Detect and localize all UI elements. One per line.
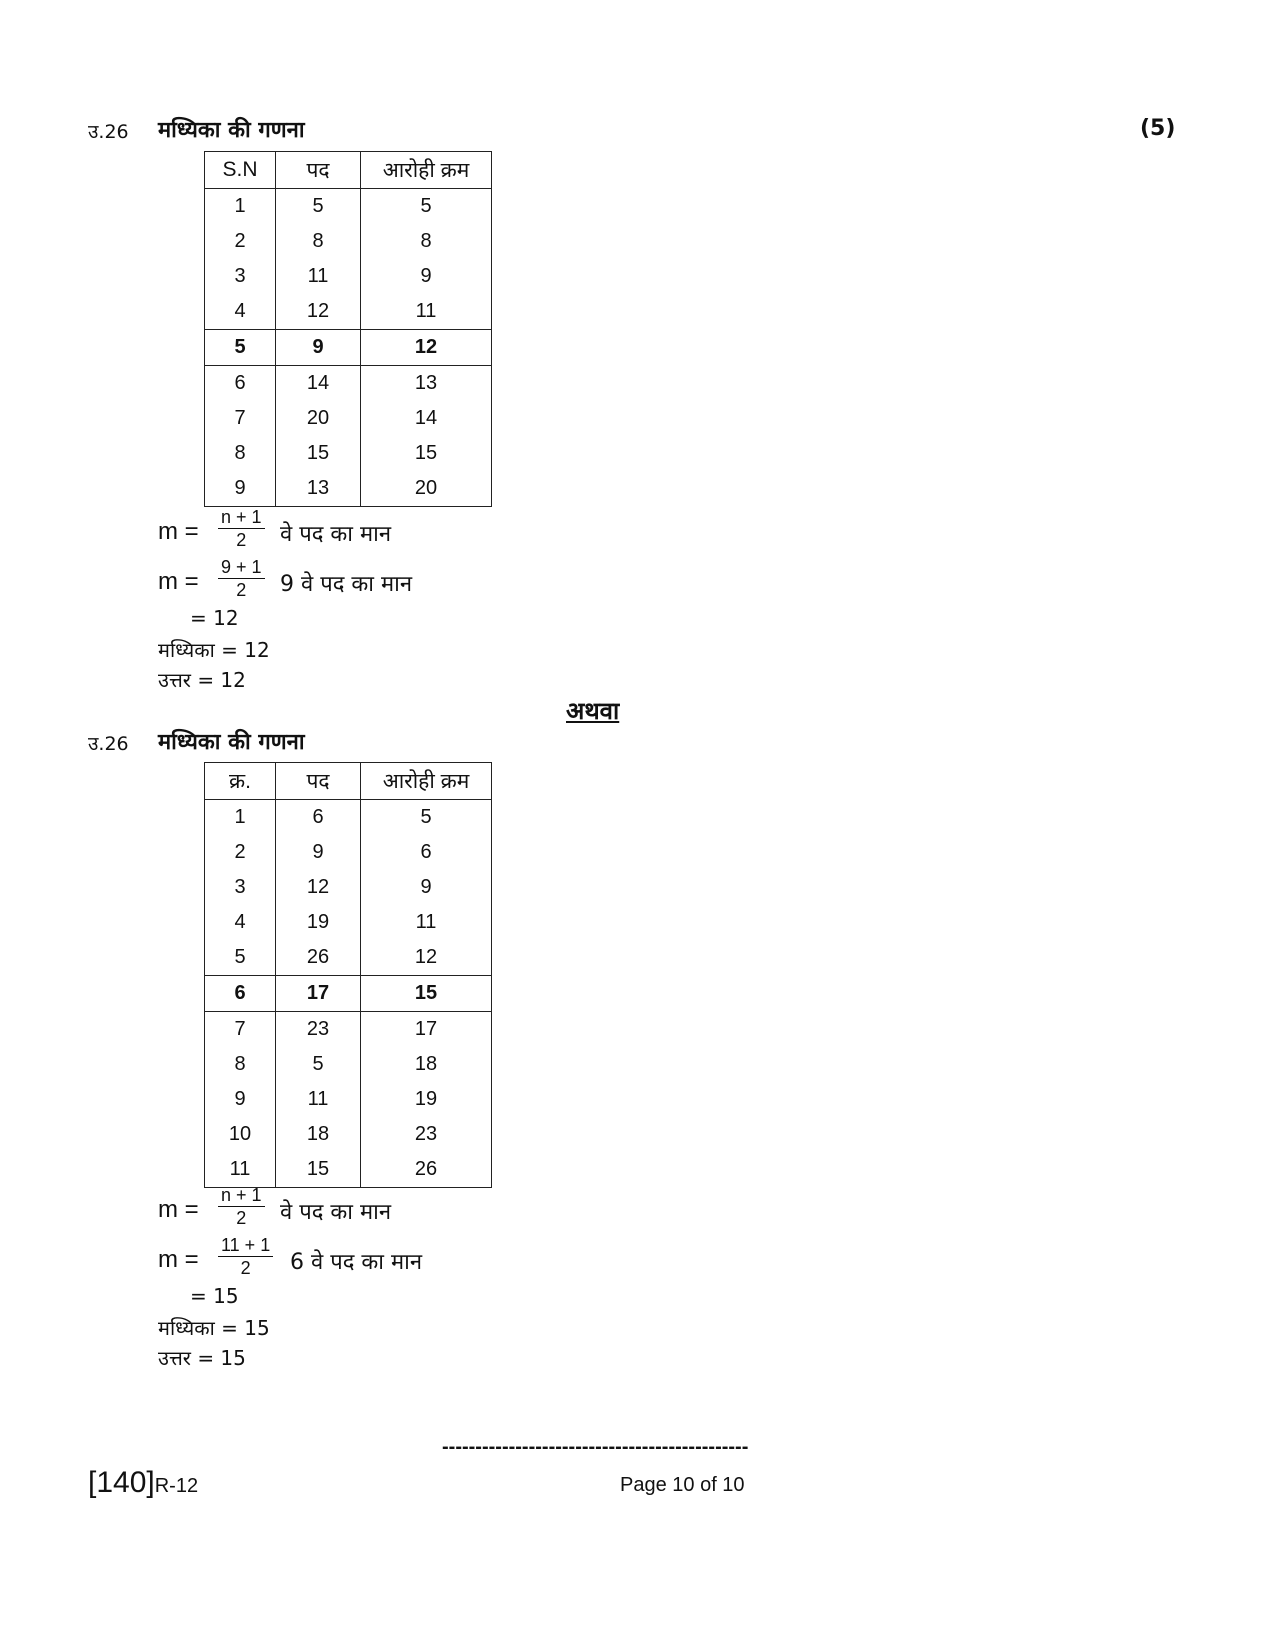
table-cell: 5 bbox=[276, 189, 361, 225]
table-cell: 8 bbox=[205, 436, 276, 471]
table-cell: 8 bbox=[276, 224, 361, 259]
table-cell: 11 bbox=[361, 294, 492, 330]
table-cell: 2 bbox=[205, 835, 276, 870]
median-line: मध्यिका = 15 bbox=[158, 1316, 270, 1340]
table-cell: 9 bbox=[361, 870, 492, 905]
table-cell: 15 bbox=[361, 976, 492, 1012]
table-cell: 17 bbox=[276, 976, 361, 1012]
table-row bbox=[205, 224, 492, 259]
answer-line: उत्तर = 15 bbox=[158, 1346, 246, 1370]
table-row bbox=[205, 1082, 492, 1117]
table-cell: 14 bbox=[276, 366, 361, 402]
table-row bbox=[205, 259, 492, 294]
result-line: = 15 bbox=[190, 1284, 239, 1308]
table-cell: 1 bbox=[205, 800, 276, 836]
page-number: Page 10 of 10 bbox=[620, 1474, 745, 1496]
table-cell: 19 bbox=[361, 1082, 492, 1117]
column-header: पद bbox=[276, 763, 361, 800]
table-row bbox=[205, 1152, 492, 1188]
table-cell: 3 bbox=[205, 259, 276, 294]
table-cell: 7 bbox=[205, 401, 276, 436]
footer-divider: ---------------------------------------------- bbox=[442, 1436, 749, 1458]
formula2-lhs: m = bbox=[158, 1246, 199, 1273]
table-cell: 13 bbox=[361, 366, 492, 402]
table-cell: 20 bbox=[361, 471, 492, 507]
question-number: उ.26 bbox=[88, 733, 129, 755]
table-row bbox=[205, 294, 492, 330]
table-cell: 19 bbox=[276, 905, 361, 940]
formula-text: वे पद का मान bbox=[280, 522, 392, 547]
table-cell: 5 bbox=[361, 189, 492, 225]
table-row bbox=[205, 1047, 492, 1082]
table-cell: 6 bbox=[361, 835, 492, 870]
table-cell: 12 bbox=[276, 294, 361, 330]
table-cell: 12 bbox=[361, 940, 492, 976]
fraction-denominator: 2 bbox=[236, 1208, 247, 1228]
table-row bbox=[205, 870, 492, 905]
table-cell: 11 bbox=[276, 259, 361, 294]
table-cell: 15 bbox=[276, 436, 361, 471]
table-cell: 12 bbox=[276, 870, 361, 905]
table-cell: 13 bbox=[276, 471, 361, 507]
table-row bbox=[205, 940, 492, 976]
table-cell: 11 bbox=[276, 1082, 361, 1117]
paper-code bbox=[88, 1466, 198, 1500]
table-cell: 15 bbox=[361, 436, 492, 471]
table-cell: 3 bbox=[205, 870, 276, 905]
table-row bbox=[205, 189, 492, 225]
column-header: आरोही क्रम bbox=[361, 152, 492, 189]
median-table-2 bbox=[204, 762, 492, 1188]
formula-text: वे पद का मान bbox=[280, 1200, 392, 1225]
table-cell: 5 bbox=[205, 940, 276, 976]
column-header: S.N bbox=[205, 152, 276, 189]
fraction-denominator: 2 bbox=[236, 530, 247, 550]
table-cell: 5 bbox=[361, 800, 492, 836]
table-cell: 5 bbox=[276, 1047, 361, 1082]
table-cell: 23 bbox=[276, 1012, 361, 1048]
table-row bbox=[205, 800, 492, 836]
table-row bbox=[205, 436, 492, 471]
median-table-1 bbox=[204, 151, 492, 507]
table-cell: 1 bbox=[205, 189, 276, 225]
table-row bbox=[205, 366, 492, 402]
table-row bbox=[205, 1012, 492, 1048]
table-row bbox=[205, 471, 492, 507]
column-header: पद bbox=[276, 152, 361, 189]
table-cell: 9 bbox=[276, 330, 361, 366]
table-cell: 12 bbox=[361, 330, 492, 366]
table-cell: 8 bbox=[205, 1047, 276, 1082]
formula-lhs: m = bbox=[158, 1196, 199, 1223]
question-number: उ.26 bbox=[88, 121, 129, 143]
result-line: = 12 bbox=[190, 606, 239, 630]
table-cell: 10 bbox=[205, 1117, 276, 1152]
table-header-row bbox=[205, 152, 492, 189]
paper-code-number: [140] bbox=[88, 1466, 155, 1499]
table-cell: 8 bbox=[361, 224, 492, 259]
fraction-numerator: 11 + 1 bbox=[218, 1234, 273, 1257]
table-cell: 26 bbox=[361, 1152, 492, 1188]
answer-line: उत्तर = 12 bbox=[158, 668, 246, 692]
table-cell: 4 bbox=[205, 905, 276, 940]
table-cell: 7 bbox=[205, 1012, 276, 1048]
table-row bbox=[205, 401, 492, 436]
question-title: मध्यिका की गणना bbox=[158, 730, 305, 755]
column-header: क्र. bbox=[205, 763, 276, 800]
fraction-denominator: 2 bbox=[240, 1258, 251, 1278]
table-header-row bbox=[205, 763, 492, 800]
formula2-text: 9 वे पद का मान bbox=[280, 572, 413, 597]
formula-fraction bbox=[218, 506, 265, 551]
column-header: आरोही क्रम bbox=[361, 763, 492, 800]
table-cell: 11 bbox=[361, 905, 492, 940]
table-row bbox=[205, 976, 492, 1012]
formula2-fraction bbox=[218, 1234, 273, 1279]
median-line: मध्यिका = 12 bbox=[158, 638, 270, 662]
formula2-text: 6 वे पद का मान bbox=[290, 1250, 423, 1275]
fraction-numerator: n + 1 bbox=[218, 506, 265, 529]
fraction-numerator: n + 1 bbox=[218, 1184, 265, 1207]
table-cell: 9 bbox=[205, 471, 276, 507]
table-cell: 4 bbox=[205, 294, 276, 330]
formula2-fraction bbox=[218, 556, 265, 601]
table-cell: 9 bbox=[361, 259, 492, 294]
question-title: मध्यिका की गणना bbox=[158, 118, 305, 143]
table-cell: 9 bbox=[276, 835, 361, 870]
table-cell: 6 bbox=[276, 800, 361, 836]
table-cell: 14 bbox=[361, 401, 492, 436]
table-cell: 23 bbox=[361, 1117, 492, 1152]
formula2-lhs: m = bbox=[158, 568, 199, 595]
table-row bbox=[205, 330, 492, 366]
table-cell: 26 bbox=[276, 940, 361, 976]
paper-code-suffix: R-12 bbox=[154, 1475, 199, 1497]
table-cell: 6 bbox=[205, 976, 276, 1012]
table-row bbox=[205, 1117, 492, 1152]
formula-fraction bbox=[218, 1184, 265, 1229]
formula-lhs: m = bbox=[158, 518, 199, 545]
marks-label: (5) bbox=[1140, 116, 1176, 141]
table-cell: 9 bbox=[205, 1082, 276, 1117]
table-cell: 18 bbox=[361, 1047, 492, 1082]
table-cell: 17 bbox=[361, 1012, 492, 1048]
table-cell: 20 bbox=[276, 401, 361, 436]
table-row bbox=[205, 835, 492, 870]
table-cell: 6 bbox=[205, 366, 276, 402]
table-cell: 11 bbox=[205, 1152, 276, 1188]
table-cell: 15 bbox=[276, 1152, 361, 1188]
table-row bbox=[205, 905, 492, 940]
table-cell: 5 bbox=[205, 330, 276, 366]
or-divider-label: अथवा bbox=[566, 697, 620, 725]
table-cell: 18 bbox=[276, 1117, 361, 1152]
table-cell: 2 bbox=[205, 224, 276, 259]
fraction-numerator: 9 + 1 bbox=[218, 556, 265, 579]
fraction-denominator: 2 bbox=[236, 580, 247, 600]
